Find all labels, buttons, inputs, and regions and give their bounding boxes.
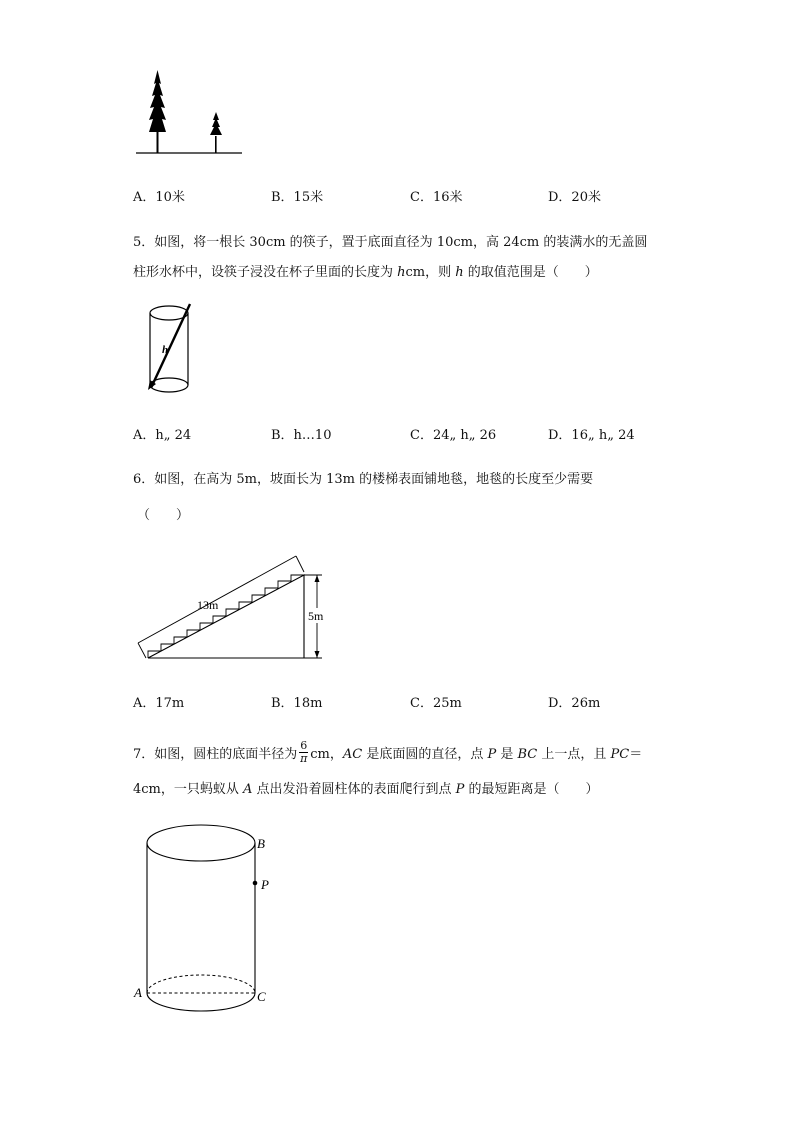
- q7-text: cm，: [310, 747, 343, 762]
- q7-text: 7．如图，圆柱的底面半径为: [133, 747, 298, 762]
- q4-option-b[interactable]: B．15米: [271, 190, 324, 205]
- chopstick: [151, 304, 190, 388]
- height-arrow-down: [315, 651, 320, 658]
- q6-option-b[interactable]: B．18m: [271, 696, 323, 711]
- label-b: B: [257, 836, 265, 851]
- q6-stem-line2: （ ）: [137, 508, 190, 523]
- q6-option-d[interactable]: D．26m: [548, 696, 601, 711]
- q7-stem-line1: [133, 739, 643, 767]
- q5-option-c[interactable]: C．24„ h„ 26: [410, 428, 497, 443]
- q4-option-c[interactable]: C．16米: [410, 190, 463, 205]
- q6-option-c[interactable]: C．25m: [410, 696, 462, 711]
- q5-stem-line2: [133, 261, 598, 280]
- q7-var: BC: [517, 747, 538, 762]
- q7-text: 是底面圆的直径，点: [362, 747, 488, 762]
- q6-option-a[interactable]: A．17m: [133, 696, 185, 711]
- q7-var: P: [455, 782, 465, 797]
- slope-dimension-tick-low: [138, 643, 146, 658]
- q4-option-d[interactable]: D．20米: [548, 190, 601, 205]
- q5-var-h: h: [455, 265, 464, 280]
- q5-text: 柱形水杯中，设筷子浸没在杯子里面的长度为: [133, 265, 398, 280]
- q4-option-a[interactable]: A．10米: [133, 190, 185, 205]
- q7-text: 是: [496, 747, 518, 762]
- cylinder-top-ellipse: [147, 825, 255, 861]
- fraction-numerator: 6: [300, 739, 308, 752]
- slope-length-label: 13m: [197, 598, 219, 612]
- fraction-denominator: π: [300, 752, 308, 765]
- trees-figure: [130, 62, 250, 162]
- tall-tree: [149, 70, 166, 153]
- label-c: C: [257, 989, 266, 1004]
- q7-text: 上一点，且: [537, 747, 611, 762]
- q7-text: 的最短距离是（ ）: [464, 782, 599, 797]
- q7-var: A: [243, 782, 253, 797]
- staircase-figure: [130, 550, 340, 665]
- q7-stem-line2: [133, 778, 599, 797]
- q5-text: 的取值范围是（ ）: [463, 265, 598, 280]
- cylinder-figure: [130, 815, 290, 1030]
- q7-text: 4cm，一只蚂蚁从: [133, 782, 244, 797]
- slope-triangle: [148, 575, 304, 658]
- slope-dimension-tick-high: [296, 556, 304, 572]
- q7-var: P: [487, 747, 497, 762]
- q5-figure-h-label: h: [162, 344, 169, 356]
- q5-option-d[interactable]: D．16„ h„ 24: [548, 428, 635, 443]
- height-label: 5m: [308, 609, 324, 623]
- short-tree: [210, 112, 222, 153]
- height-arrow-up: [315, 575, 320, 582]
- q5-stem-line1: 5．如图，将一根长 30cm 的筷子，置于底面直径为 10cm，高 24cm 的装满水的无盖圆: [133, 235, 648, 250]
- radius-fraction: [299, 740, 308, 765]
- label-a: A: [134, 985, 142, 1000]
- q7-text: 点出发沿着圆柱体的表面爬行到点: [252, 782, 456, 797]
- cylinder-bottom-back-arc: [147, 975, 255, 993]
- q7-var: AC: [342, 747, 363, 762]
- point-p-dot: [253, 881, 258, 886]
- q7-text: ＝: [629, 747, 643, 762]
- q6-stem-line1: 6．如图，在高为 5m，坡面长为 13m 的楼梯表面铺地毯，地毯的长度至少需要: [133, 472, 594, 487]
- q5-text: cm，则: [405, 265, 456, 280]
- q5-var-h: h: [397, 265, 406, 280]
- q5-option-a[interactable]: A．h„ 24: [133, 428, 192, 443]
- label-p: P: [261, 877, 269, 892]
- cylinder-bottom-front-arc: [147, 993, 255, 1011]
- q7-var: PC: [610, 747, 630, 762]
- cup-figure: [140, 300, 200, 400]
- q5-option-b[interactable]: B．h…10: [271, 428, 332, 443]
